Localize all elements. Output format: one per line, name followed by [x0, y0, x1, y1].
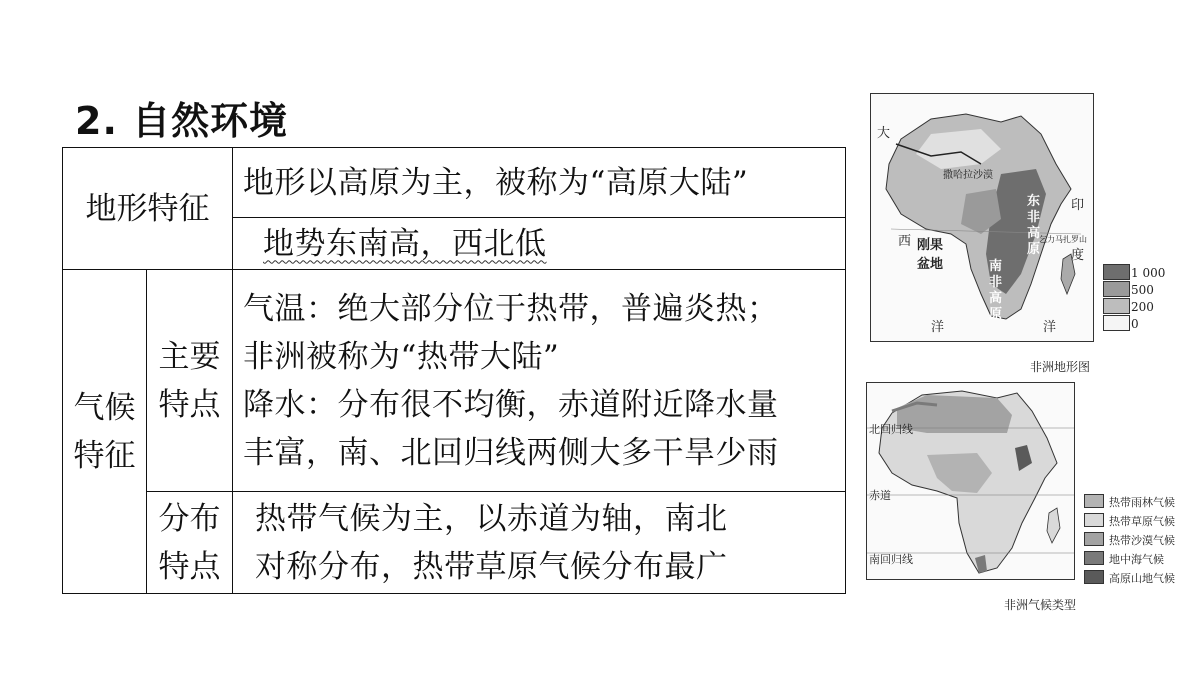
map-label-da: 大 — [877, 126, 891, 141]
map-label-yang2: 洋 — [1043, 320, 1057, 335]
main-label-line2: 特点 — [158, 386, 221, 423]
climate-legend-5: 高原山地气候 — [1109, 572, 1175, 585]
main-line-2: 非洲被称为“热带大陆” — [243, 338, 560, 375]
distribution-label — [147, 492, 233, 594]
section-title: 2. 自然环境 — [75, 99, 289, 143]
climate-legend-swatch-3 — [1084, 532, 1104, 546]
terrain-map — [870, 93, 1094, 342]
terrain-legend-swatch-3 — [1103, 298, 1130, 314]
map-label-du: 度 — [1071, 248, 1085, 263]
main-line-4: 丰富，南、北回归线两侧大多干旱少雨 — [243, 434, 779, 471]
climate-map — [866, 382, 1075, 580]
terrain-label: 地形特征 — [63, 148, 233, 270]
climate-legend-swatch-5 — [1084, 570, 1104, 584]
equator-label: 赤道 — [869, 489, 891, 502]
climate-legend-4: 地中海气候 — [1109, 553, 1164, 566]
climate-legend-swatch-1 — [1084, 494, 1104, 508]
terrain-legend-4: 0 — [1131, 317, 1139, 331]
terrain-legend-swatch-4 — [1103, 315, 1130, 331]
climate-legend-1: 热带雨林气候 — [1109, 496, 1175, 509]
map-label-sahara: 撒哈拉沙漠 — [943, 170, 993, 181]
climate-label-line1: 气候 — [73, 389, 136, 426]
dist-line-1: 热带气候为主，以赤道为轴，南北 — [255, 500, 728, 537]
main-line-3: 降水：分布很不均衡，赤道附近降水量 — [243, 386, 779, 423]
terrain-legend-3: 200 — [1131, 300, 1154, 314]
distribution-text — [233, 492, 846, 594]
main-label-line1: 主要 — [158, 338, 221, 375]
terrain-row-2-text: 地势东南高，西北低 — [263, 225, 547, 262]
climate-label-line2: 特征 — [73, 437, 136, 474]
terrain-row-2 — [233, 218, 846, 270]
africa-climate-image — [867, 383, 1074, 579]
dist-line-2: 对称分布，热带草原气候分布最广 — [255, 548, 728, 585]
main-feature-text — [233, 270, 846, 492]
main-feature-label — [147, 270, 233, 492]
terrain-legend-swatch-1 — [1103, 264, 1130, 280]
africa-terrain-image — [871, 94, 1093, 341]
terrain-row-1 — [233, 148, 846, 218]
climate-legend-3: 热带沙漠气候 — [1109, 534, 1175, 547]
terrain-legend-1: 1 000 — [1131, 266, 1166, 280]
climate-legend-2: 热带草原气候 — [1109, 515, 1175, 528]
map-label-nanfei: 南非高原 — [989, 259, 1003, 322]
main-line-1: 气温：绝大部分位于热带，普遍炎热； — [243, 290, 779, 327]
terrain-legend-swatch-2 — [1103, 281, 1130, 297]
map-label-gangguo: 刚果盆地 — [917, 238, 944, 272]
dist-label-line2: 特点 — [158, 548, 221, 585]
tropic-cancer-label: 北回归线 — [869, 423, 913, 436]
map-label-dongfei: 东非高原 — [1027, 194, 1041, 257]
environment-table — [62, 147, 846, 594]
dist-label-line1: 分布 — [158, 500, 221, 537]
climate-legend-swatch-4 — [1084, 551, 1104, 565]
map-label-xi: 西 — [898, 234, 912, 249]
tropic-capricorn-label: 南回归线 — [869, 553, 913, 566]
map-label-yin: 印 — [1071, 198, 1085, 213]
terrain-row-1-text: 地形以高原为主，被称为“高原大陆” — [243, 164, 749, 201]
terrain-legend-2: 500 — [1131, 283, 1154, 297]
climate-map-caption: 非洲气候类型 — [1004, 598, 1077, 612]
terrain-map-caption: 非洲地形图 — [1030, 360, 1091, 374]
climate-label — [63, 270, 147, 594]
climate-legend-swatch-2 — [1084, 513, 1104, 527]
map-label-yang1: 洋 — [931, 320, 945, 335]
map-label-kilimanjaro: 乞力马扎罗山 — [1039, 235, 1087, 244]
